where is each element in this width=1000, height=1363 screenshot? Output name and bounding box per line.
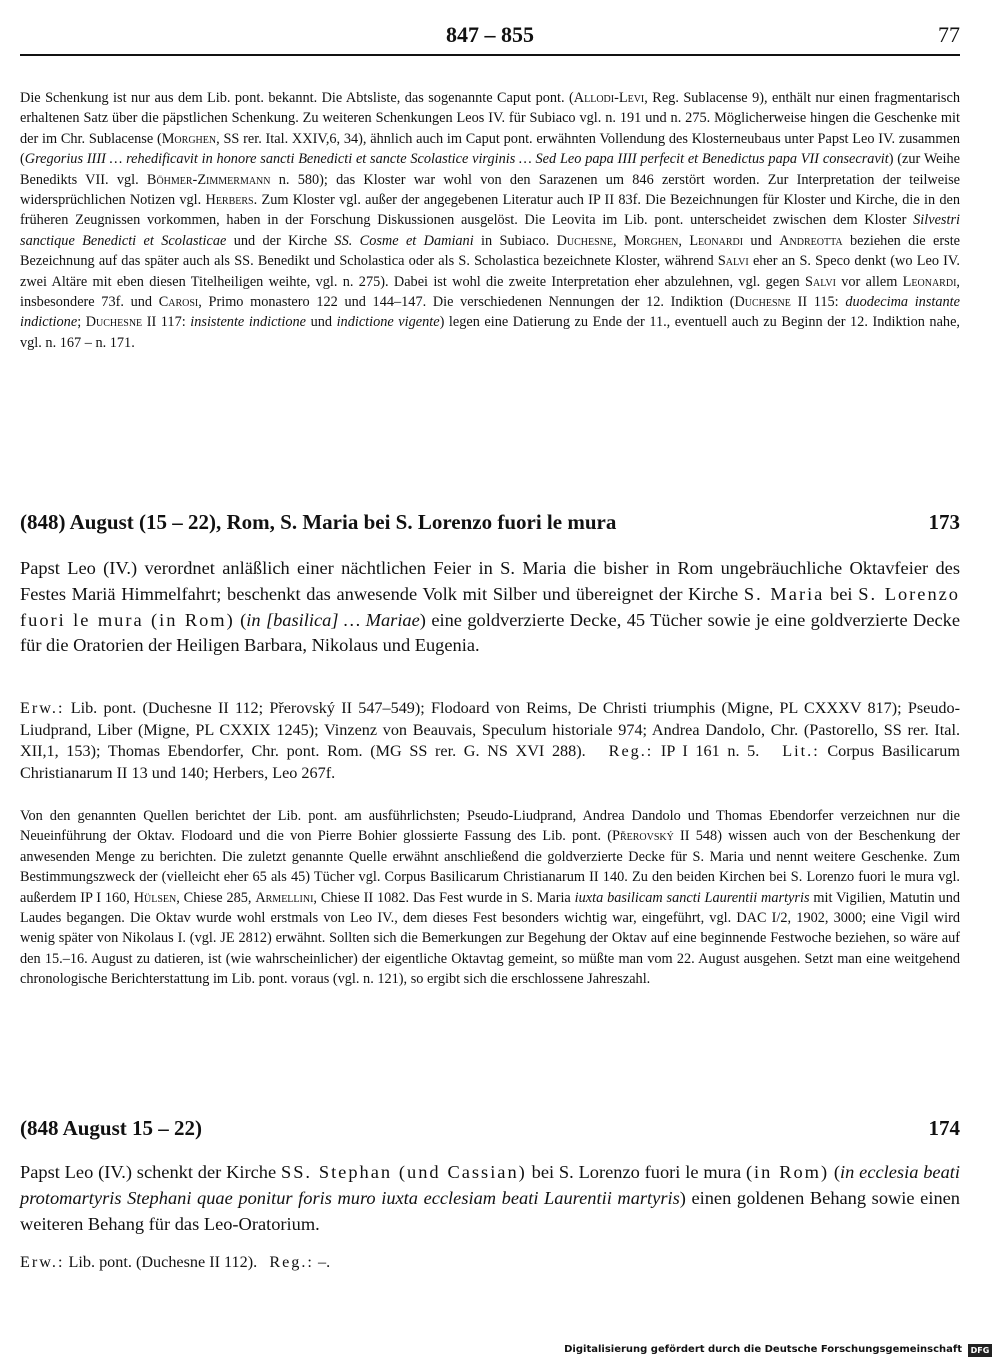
page-number: 77 (938, 22, 960, 47)
regest-173-text: Papst Leo (IV.) verordnet anläßlich einer nächtlichen Feier in S. Maria die bisher in Rom ungebräuchliche Oktavfeier des Festes Mariä Himmelfahrt; beschenkt das anwesende Volk mit Silber und übereignet der Kirche S. Maria bei S. Lorenzo fuori le mura (in Rom) (in [basilica] … Mariae) eine goldverzierte Decke, 45 Tücher sowie je eine goldverzierte Decke für die Oratorien der Heiligen Barbara, Nikolaus und Eugenia. (20, 558, 961, 656)
dfg-logo: DFG (968, 1344, 992, 1357)
regest-173-commentary: Von den genannten Quellen berichtet der Lib. pont. am ausführlichsten; Pseudo-Liudprand, Andrea Dandolo und Thomas Ebendorfer verzeichnen nur die Neueinführung der Oktav. Flodoard und die von Pierre Bohier glossierte Fassung des Lib. pont. (Přerovský II 548) wissen auch von der Beschenkung der anwesenden Menge zu berichten. Die zuletzt genannte Quelle erwähnt anschließend die goldverzierte Decke für S. Maria und nennt weitere Geschenke. Zum Bestimmungszweck der (vielleicht eher 65 als 45) Tücher vgl. Corpus Basilicarum Christianarum II 140. Zu den beiden Kirchen bei S. Lorenzo fuori le mura vgl. außerdem IP I 160, Hülsen, Chiese 285, Armellini, Chiese II 1082. Das Fest wurde in S. Maria iuxta basilicam sancti Laurentii martyris mit Vigilien, Matutin und Laudes begangen. Die Oktav wurde wohl erstmals von Leo IV., dem dieses Fest besonders wichtig war, eingeführt, vgl. DAC I/2, 1902, 3000; eine Vigil wird wenig später von Nikolaus I. (vgl. JE 2812) erwähnt. Sollten sich die Bemerkungen zur Begehung der Oktav auf eine beginnende Festwoche beziehen, so wäre auf den 15.–16. August zu datieren, ist (wie wahrscheinlicher) der eigentliche Oktavtag gemeint, so müßte man vom 22. August ausgehen. Setzt man eine weitgehend chronologische Berichterstattung im Lib. pont. voraus (vgl. n. 121), so ergibt sich die erschlossene Jahreszahl. (20, 808, 961, 988)
intro-commentary: Die Schenkung ist nur aus dem Lib. pont. bekannt. Die Abtsliste, das sogenannte Caput pont. (Allodi-Levi, Reg. Sublacense 9), enthält nur einen fragmentarisch erhaltenen Satz über die päpstlichen Schenkung. Zu weiteren Schenkungen Leos IV. für Subiaco vgl. n. 191 und n. 275. Möglicherweise hingen die Geschenke mit der im Chr. Sublacense (Morghen, SS rer. Ital. XXIV,6, 34), ähnlich auch im Caput pont. erwähnten Vollendung des Klosterneubaus unter Papst Leo IV. zusammen (Gregorius IIII … rehedificavit in honore sancti Benedicti et sancte Scolastice virginis … Sed Leo papa IIII perfecit et Benedictus papa VII consecravit) (zur Weihe Benedikts VII. vgl. Böhmer-Zimmermann n. 580); das Kloster war wohl von den Sarazenen um 846 zerstört worden. Zur Interpretation der teilweise widersprüchlichen Notizen vgl. Herbers. Zum Kloster vgl. außer der angegebenen Literatur auch IP II 83f. Die Bezeichnungen für Kloster und Kirche, die in den früheren Zeugnissen vorkommen, haben in der Forschung Diskussionen ausgelöst. Die Leovita im Lib. pont. unterscheidet zwischen dem Kloster Silvestri sanctique Benedicti et Scolasticae und der Kirche SS. Cosme et Damiani in Subiaco. Duchesne, Morghen, Leonardi und Andreotta beziehen die erste Bezeichnung auf das später auch als SS. Benedikt und Scholastica oder als S. Scholastica bezeichnete Kloster, während Salvi eher an S. Speco denkt (wo Leo IV. zwei Altäre mit eben diesen Titelheiligen weihte, vgl. n. 275). Dabei ist wohl die zweite Interpretation eher abzulehnen, vgl. gegen Salvi vor allem Leonardi, insbesondere 73f. und Carosi, Primo monastero 122 und 144–147. Die verschiedenen Nennungen der 12. Indiktion (Duchesne II 115: duodecima instante indictione; Duchesne II 117: insistente indictione und indictione vigente) legen eine Datierung zu Ende der 11., eventuell auch zu Beginn der 12. Indiktion nahe, vgl. n. 167 – n. 171. (20, 90, 961, 351)
regest-173-title: (848) August (15 – 22), Rom, S. Maria bei S. Lorenzo fuori le mura 173 (20, 510, 960, 534)
regest-173-references: Erw.: Lib. pont. (Duchesne II 112; Přerovský II 547–549); Flodoard von Reims, De Christi triumphis (Migne, PL CXXXV 817); Pseudo-Liudprand, Liber (Migne, PL CXXIX 1245); Vinzenz von Beauvais, Speculum historiale 974; Andrea Dandolo, Chr. (Pastorello, SS rer. Ital. XII,1, 153); Thomas Ebendorfer, Chr. pont. Rom. (MG SS rer. G. NS XVI 288). Reg.: IP I 161 n. 5. Lit.: Corpus Basilicarum Christianarum II 13 und 140; Herbers, Leo 267f. (20, 699, 960, 782)
header-range: 847 – 855 (446, 22, 534, 47)
regest-173-number: 173 (928, 510, 960, 534)
regest-174-title: (848 August 15 – 22) 174 (20, 1116, 960, 1140)
regest-174-number: 174 (928, 1116, 960, 1140)
page-header (20, 22, 960, 56)
footer-funding-note: Digitalisierung gefördert durch die Deutsche Forschungsgemeinschaft (564, 1344, 962, 1355)
regest-174-text: Papst Leo (IV.) schenkt der Kirche SS. Stephan (und Cassian) bei S. Lorenzo fuori le mura (in Rom) (in ecclesia beati protomartyris Stephani quae ponitur foris muro iuxta ecclesiam beati Laurentii martyris) einen goldenen Behang sowie einen weiteren Behang für das Leo-Oratorium. (20, 1162, 960, 1234)
regest-174-references: Erw.: Lib. pont. (Duchesne II 112). Reg.: –. (20, 1253, 331, 1271)
